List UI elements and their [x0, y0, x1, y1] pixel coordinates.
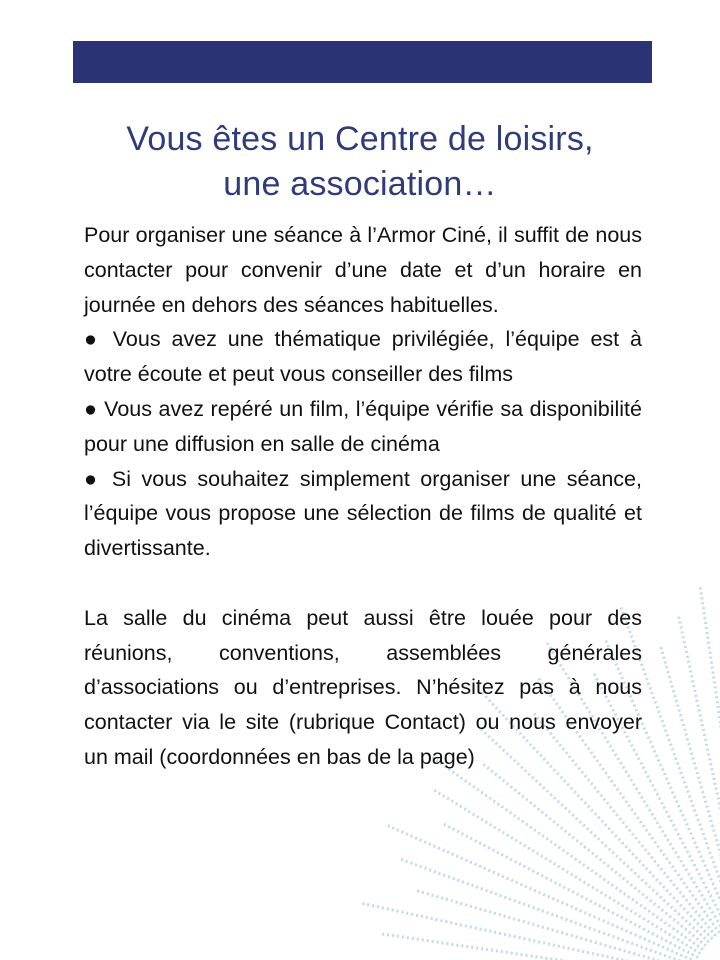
- bullet-item: ● Vous avez repéré un film, l’équipe vérifie sa disponibilité pour une diffusion en salle de cinéma: [84, 396, 642, 456]
- paragraph-spacer: [84, 566, 642, 601]
- intro-paragraph: Pour organiser une séance à l’Armor Ciné, il suffit de nous contacter pour convenir d’une date et d’un horaire en journée en dehors des séances habituelles.: [84, 223, 642, 317]
- closing-paragraph: La salle du cinéma peut aussi être louée pour des réunions, conventions, assemblées générales d’associations ou d’entreprises. N’hésitez pas à nous contacter via le site (rubrique Contact) ou nous envoyer un mail (coordonnées en bas de la page): [84, 605, 642, 769]
- decorative-ray: [700, 584, 720, 920]
- title-line-2: une association…: [223, 165, 497, 203]
- decorative-ray: [678, 614, 720, 922]
- title-line-1: Vous êtes un Centre de loisirs,: [126, 120, 594, 158]
- bullet-item: ● Vous avez une thématique privilégiée, l’équipe est à votre écoute et peut vous conseiller des films: [84, 327, 642, 387]
- bullet-item: ● Si vous souhaitez simplement organiser une séance, l’équipe vous propose une sélection de films de qualité et divertissante.: [84, 466, 642, 561]
- decorative-ray: [385, 824, 696, 960]
- page-title: [40, 117, 680, 207]
- header-accent-bar: [73, 41, 652, 83]
- decorative-ray: [432, 789, 701, 954]
- decorative-ray: [359, 903, 691, 960]
- body-text: [84, 218, 642, 775]
- decorative-ray: [441, 823, 698, 958]
